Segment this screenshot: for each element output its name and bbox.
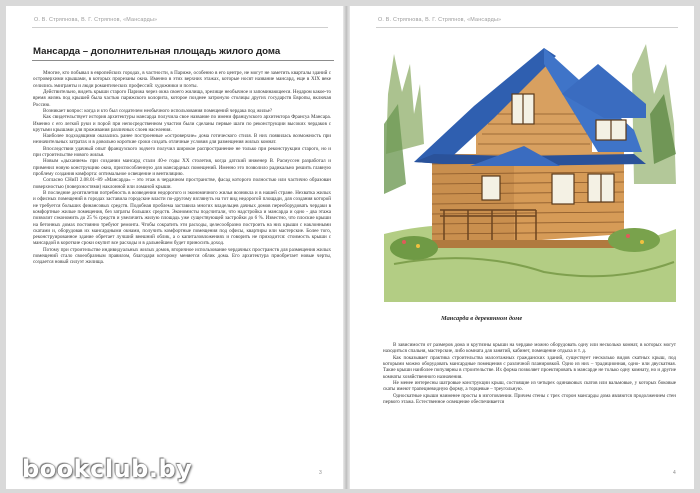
left-page	[6, 6, 344, 489]
right-page	[350, 6, 694, 489]
chapter-title: Мансарда – дополнительная площадь жилого дома	[33, 46, 281, 57]
paragraph: Наиболее подходящими оказались ранее построенные «островерхие» дома готического стиля. В них появилась возможность при незначительных затратах и в довольно короткие сроки создать отличные условия для размещения жилых комнат.	[33, 133, 331, 146]
running-header: О. В. Стряпнова, В. Г. Стряпнов, «Мансарды»	[34, 17, 158, 23]
site-watermark: bookclub.by	[22, 455, 193, 483]
house-illustration	[384, 34, 676, 302]
figure-caption: Мансарда в деревянном доме	[441, 315, 523, 322]
paragraph: Новым «дыханием» при создании мансард стали 40-е годы XX столетия, когда датский инженер В. Расмуссен разработал и применил новую конструкцию окна, приспособленную для мансардных помещений. Именно это позволило радикально решить главную проблему создания комфорта: оптимальное освещение и вентиляцию.	[33, 158, 331, 177]
paragraph: Возникает вопрос: когда и кто был создателем необычного использования помещений чердака под жилье?	[43, 107, 273, 114]
paragraph: В зависимости от размеров дома и крутизны крыши на чердаке можно оборудовать одну или несколько комнат, в которых могут находиться спальня, мастерские, либо комната для занятий, кабинет, помещение отдыха и т. д.	[383, 342, 676, 355]
paragraph: Действительно, видеть крыши старого Парижа через окна своего жилища, зрелище необычное и запоминающееся. Недаром какое-то время жизнь под крышей была частью парижского колорита, которое позднее затронуло столицы других государств Европы, включая Россию.	[33, 88, 331, 108]
paragraph: Многие, кто побывал в европейских городах, в частности, в Париже, особенно в его центре, не могут не заметить кварталы зданий с островерхими крышами, в которых прорезаны окна. Именно в этих верхних этажах, которые носят название мансард, еще в XIX веке селились эмигранты и люди романтических профессий: художники и поэты.	[33, 70, 331, 89]
paragraph: Как показывает практика строительства малоэтажных гражданских зданий, существует несколько видов скатных крыш, под которыми можно оборудовать мансардные помещения с различной планировкой. Одно из них – традиционная, одно- или двускатная. Такие крыши наиболее популярны в строительстве. Их форма позволяет проектировать в мансарде не только одну комнату, но и другие комнаты хозяйственного назначения.	[383, 354, 676, 380]
paragraph: Как свидетельствует история архитектуры мансарда получила свое название по имени французского архитектора Франсуа Мансара. Именно с его легкой руки и порой при непосредственном участии были сделаны первые шаги по реконструкции высоких чердаков с крутыми крышами для проживания различных слоев населения.	[33, 114, 331, 133]
paragraph: Не менее интересны шатровые конструкции крыш, состоящие из четырех одинаковых скатов или вальмовые, у которых боковые скаты имеют трапециевидную форму, а торцевые – треугольную.	[383, 379, 676, 393]
page-number: 3	[319, 470, 322, 476]
paragraph: Впоследствии удачный опыт французского зодчего получил широкое распространение не только при реконструкции старого, но и при строительстве нового жилья.	[33, 145, 331, 159]
paragraph: Потому при строительстве индивидуальных жилых домов, вторичное использование чердачных пространств для размещения жилых помещений стало своеобразным правилом, благодаря которому меняется облик дома. Его архитектура приобретает новые черты, создается новый силуэт жилища.	[33, 246, 331, 266]
body-text	[33, 70, 331, 470]
page-number: 4	[673, 470, 676, 476]
paragraph: В последние десятилетия потребность в возведении недорогого и экономичного жилья возникла и в нашей стране. Нехватка жилых и офисных помещений в городах заставила городские власти по-другому взглянуть на тот вид недорогой площади, для создания которой не требуется больших финансовых средств. Подобная проблема заставила многих владельцев дачных домов переоборудовать чердаки в комфортные жилые помещения, без затраты больших средств. Экономисты подсчитали, что надстройка и мансарда и одно - два этажа позволит сэкономить до 25 % средств и увеличить жилую площадь уже существующей застройки до 6 %. Известно, что плоские крыши на бетонных домах постоянно требуют ремонта. Чтобы сократить эти расходы, целесообразно построить на них крыши с наклонными скатами и, оборудовав их мансардными окнами, получить комфортные помещения под офисы, квартиры или мастерские. Более того, реконструированное здание обретает лучший внешний облик, а о капиталовложениях и говорить не приходится: стоимость крыши с мансардой в короткие сроки окупит все расходы и в дальнейшем будет приносить доход.	[33, 189, 331, 247]
header-rule	[32, 27, 328, 28]
title-rule	[32, 60, 334, 61]
paragraph: Согласно СНиП 2.08.01–89 «Мансарда» – это этаж в чердачном пространстве, фасад которого полностью или частично образован поверхностью (поверхностями) наклонной или ломаной крыши.	[33, 177, 331, 190]
running-header: О. В. Стряпнова, В. Г. Стряпнов, «Мансарды»	[378, 17, 502, 23]
paragraph: Односкатные крыши наименее просты в изготовлении. Причем стены с трех сторон мансарды дома являются продолжением стен первого этажа. Естественное освещение обеспечивается	[383, 392, 676, 405]
header-rule	[376, 27, 678, 28]
body-text	[383, 342, 676, 470]
